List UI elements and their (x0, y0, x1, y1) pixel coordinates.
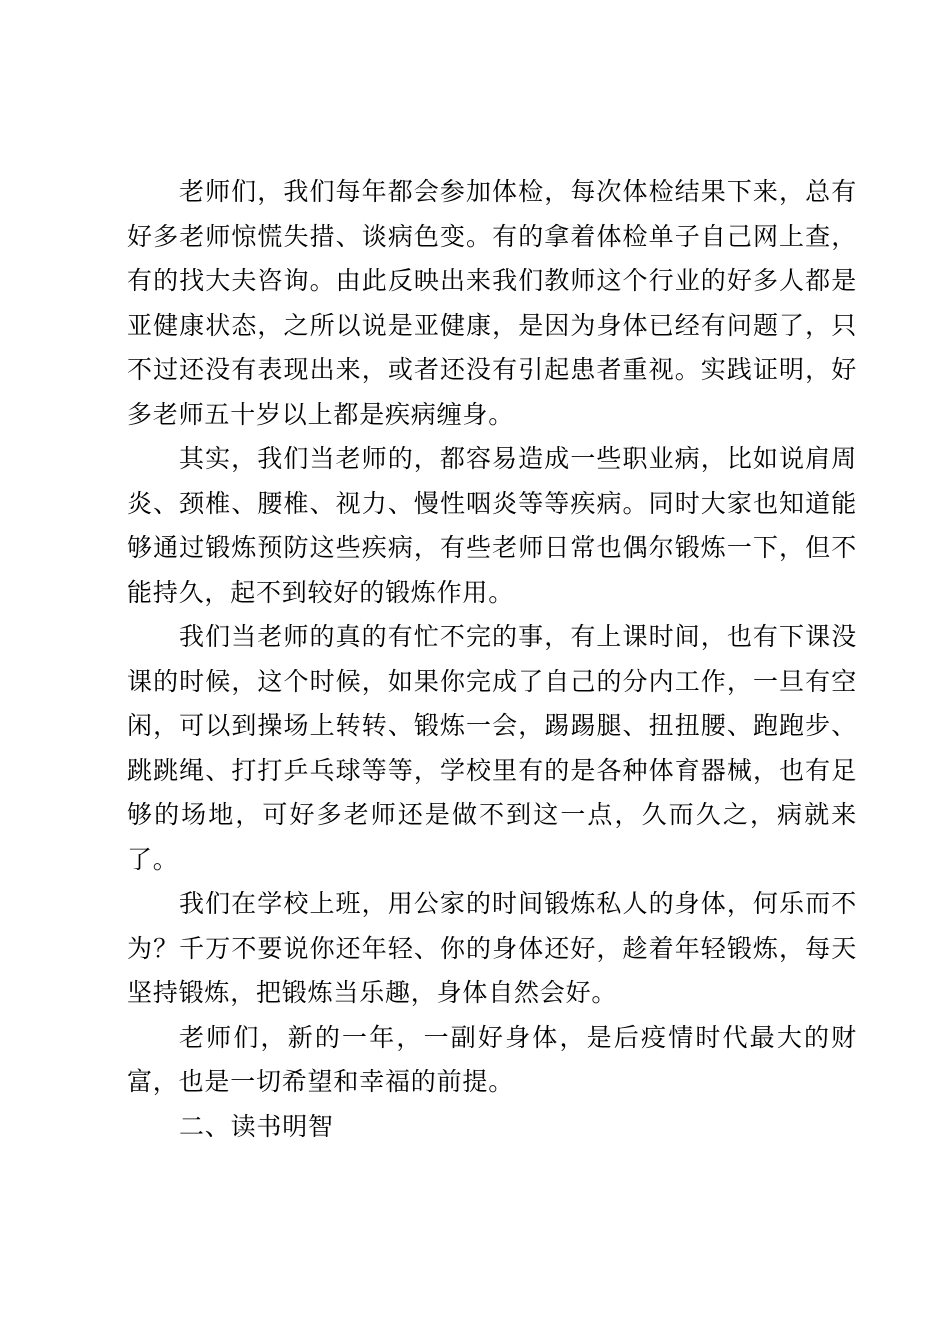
section-heading: 二、读书明智 (179, 1111, 334, 1141)
paragraph-occupational-disease: 其实，我们当老师的，都容易造成一些职业病，比如说肩周炎、颈椎、腰椎、视力、慢性咽炎等等疾病。同时大家也知道能够通过锻炼预防这些疾病，有些老师日常也偶尔锻炼一下，但不能持久，起不到较好的锻炼作用。 (127, 444, 857, 607)
document-body (127, 170, 857, 1149)
paragraph-annual-checkup: 老师们，我们每年都会参加体检，每次体检结果下来，总有好多老师惊慌失措、谈病色变。有的拿着体检单子自己网上查，有的找大夫咨询。由此反映出来我们教师这个行业的好多人都是亚健康状态，之所以说是亚健康，是因为身体已经有问题了，只不过还没有表现出来，或者还没有引起患者重视。实践证明，好多老师五十岁以上都是疾病缠身。 (127, 177, 857, 429)
paragraph-exercise-opportunity: 我们当老师的真的有忙不完的事，有上课时间，也有下课没课的时候，这个时候，如果你完成了自己的分内工作，一旦有空闲，可以到操场上转转、锻炼一会，踢踢腿、扭扭腰、跑跑步、跳跳绳、打打乒乓球等等，学校里有的是各种体育器械，也有足够的场地，可好多老师还是做不到这一点，久而久之，病就来了。 (127, 622, 857, 874)
paragraph-persist-exercise: 我们在学校上班，用公家的时间锻炼私人的身体，何乐而不为？千万不要说你还年轻、你的身体还好，趁着年轻锻炼，每天坚持锻炼，把锻炼当乐趣，身体自然会好。 (127, 889, 857, 1007)
paragraph-new-year-health: 老师们，新的一年，一副好身体，是后疫情时代最大的财富，也是一切希望和幸福的前提。 (127, 1022, 857, 1096)
